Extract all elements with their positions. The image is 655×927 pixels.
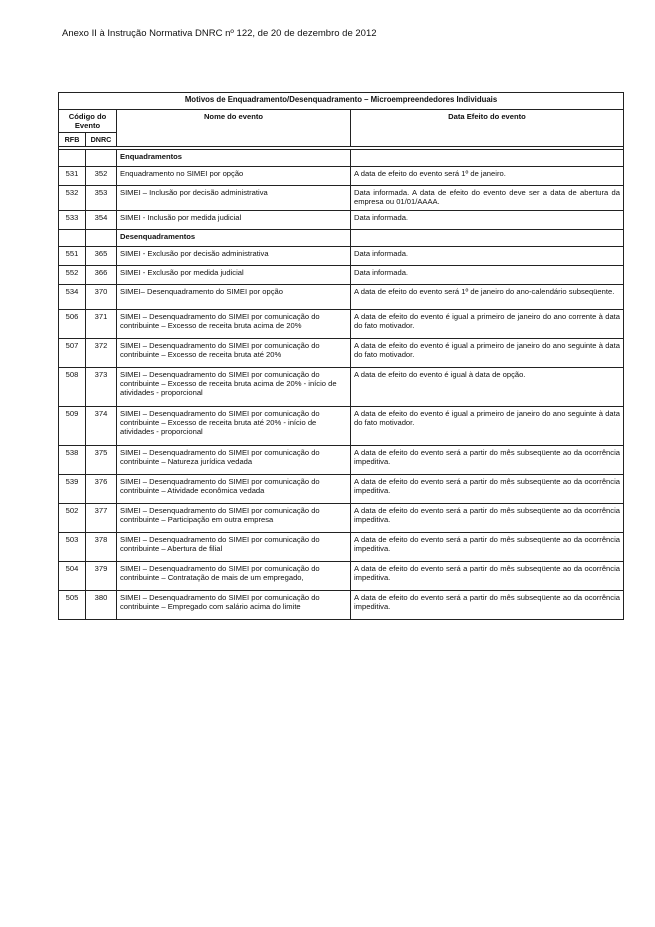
event-name: SIMEI – Desenquadramento do SIMEI por comunicação do contribuinte – Atividade econômica vedada [117,475,351,504]
section-title: Enquadramentos [117,150,351,167]
dnrc-code: 379 [86,562,117,591]
event-name: SIMEI– Desenquadramento do SIMEI por opção [117,285,351,310]
event-effect: Data informada. A data de efeito do evento deve ser a data de abertura da empresa ou 01/01/AAAA. [351,186,624,211]
rfb-code: 503 [59,533,86,562]
rfb-code: 539 [59,475,86,504]
table-row [59,310,624,339]
table-row [59,446,624,475]
col-code-group-header: Código do Evento [59,110,117,133]
table-row [59,407,624,446]
event-effect: A data de efeito do evento é igual a primeiro de janeiro do ano corrente à data do fato motivador. [351,310,624,339]
rfb-code: 507 [59,339,86,368]
table-row [59,533,624,562]
event-effect: Data informada. [351,211,624,230]
table-row [59,562,624,591]
event-name: SIMEI – Inclusão por decisão administrativa [117,186,351,211]
event-name: SIMEI – Desenquadramento do SIMEI por comunicação do contribuinte – Empregado com salário acima do limite [117,591,351,620]
table-row [59,167,624,186]
event-effect: A data de efeito do evento será 1º de janeiro. [351,167,624,186]
table-row [59,266,624,285]
col-effect-header: Data Efeito do evento [351,110,624,147]
dnrc-code: 375 [86,446,117,475]
event-effect: Data informada. [351,247,624,266]
dnrc-code: 373 [86,368,117,407]
section-row [59,150,624,167]
dnrc-code: 370 [86,285,117,310]
rfb-code: 551 [59,247,86,266]
table-row [59,285,624,310]
dnrc-code: 352 [86,167,117,186]
table-row [59,247,624,266]
event-name: SIMEI - Exclusão por decisão administrativa [117,247,351,266]
event-effect: A data de efeito do evento é igual a primeiro de janeiro do ano seguinte à data do fato motivador. [351,339,624,368]
event-effect: A data de efeito do evento será a partir do mês subseqüente ao da ocorrência impeditiva. [351,475,624,504]
col-dnrc-header: DNRC [86,133,117,147]
page-header: Anexo II à Instrução Normativa DNRC nº 122, de 20 de dezembro de 2012 [62,28,377,39]
dnrc-code: 366 [86,266,117,285]
event-effect: A data de efeito do evento será a partir do mês subseqüente ao da ocorrência impeditiva. [351,446,624,475]
event-effect: A data de efeito do evento será a partir do mês subseqüente ao da ocorrência impeditiva. [351,591,624,620]
event-name: SIMEI – Desenquadramento do SIMEI por comunicação do contribuinte – Participação em outra empresa [117,504,351,533]
event-effect: A data de efeito do evento será a partir do mês subseqüente ao da ocorrência impeditiva. [351,533,624,562]
rfb-code: 531 [59,167,86,186]
rfb-code: 532 [59,186,86,211]
event-effect: Data informada. [351,266,624,285]
rfb-code: 504 [59,562,86,591]
event-name: SIMEI - Exclusão por medida judicial [117,266,351,285]
event-name: SIMEI – Desenquadramento do SIMEI por comunicação do contribuinte – Excesso de receita bruta acima de 20% [117,310,351,339]
rfb-code: 538 [59,446,86,475]
event-effect: A data de efeito do evento é igual à data de opção. [351,368,624,407]
rfb-code: 506 [59,310,86,339]
dnrc-code: 376 [86,475,117,504]
dnrc-code: 365 [86,247,117,266]
dnrc-code: 371 [86,310,117,339]
section-row [59,230,624,247]
table-row [59,504,624,533]
rfb-code: 552 [59,266,86,285]
events-table [58,92,624,620]
event-name: SIMEI – Desenquadramento do SIMEI por comunicação do contribuinte – Excesso de receita bruta até 20% - início de atividades - proporcional [117,407,351,446]
table-row [59,339,624,368]
event-name: SIMEI – Desenquadramento do SIMEI por comunicação do contribuinte – Excesso de receita bruta acima de 20% - início de atividades - proporcional [117,368,351,407]
dnrc-code: 372 [86,339,117,368]
event-name: SIMEI - Inclusão por medida judicial [117,211,351,230]
rfb-code: 533 [59,211,86,230]
rfb-code: 534 [59,285,86,310]
event-name: SIMEI – Desenquadramento do SIMEI por comunicação do contribuinte – Abertura de filial [117,533,351,562]
dnrc-code: 354 [86,211,117,230]
dnrc-code: 378 [86,533,117,562]
event-effect: A data de efeito do evento é igual a primeiro de janeiro do ano seguinte à data do fato motivador. [351,407,624,446]
table-row [59,368,624,407]
event-effect: A data de efeito do evento será 1º de janeiro do ano-calendário subseqüente. [351,285,624,310]
table-row [59,475,624,504]
section-title: Desenquadramentos [117,230,351,247]
rfb-code: 502 [59,504,86,533]
event-effect: A data de efeito do evento será a partir do mês subseqüente ao da ocorrência impeditiva. [351,504,624,533]
dnrc-code: 374 [86,407,117,446]
event-effect: A data de efeito do evento será a partir do mês subseqüente ao da ocorrência impeditiva. [351,562,624,591]
table-row [59,211,624,230]
table-row [59,186,624,211]
rfb-code: 508 [59,368,86,407]
rfb-code: 505 [59,591,86,620]
rfb-code: 509 [59,407,86,446]
dnrc-code: 380 [86,591,117,620]
col-name-header: Nome do evento [117,110,351,147]
event-name: SIMEI – Desenquadramento do SIMEI por comunicação do contribuinte – Excesso de receita bruta até 20% [117,339,351,368]
table-row [59,591,624,620]
dnrc-code: 377 [86,504,117,533]
col-rfb-header: RFB [59,133,86,147]
table-caption: Motivos de Enquadramento/Desenquadramento – Microempreendedores Individuais [59,93,624,110]
event-name: SIMEI – Desenquadramento do SIMEI por comunicação do contribuinte – Contratação de mais de um empregado, [117,562,351,591]
event-name: SIMEI – Desenquadramento do SIMEI por comunicação do contribuinte – Natureza jurídica vedada [117,446,351,475]
dnrc-code: 353 [86,186,117,211]
event-name: Enquadramento no SIMEI por opção [117,167,351,186]
